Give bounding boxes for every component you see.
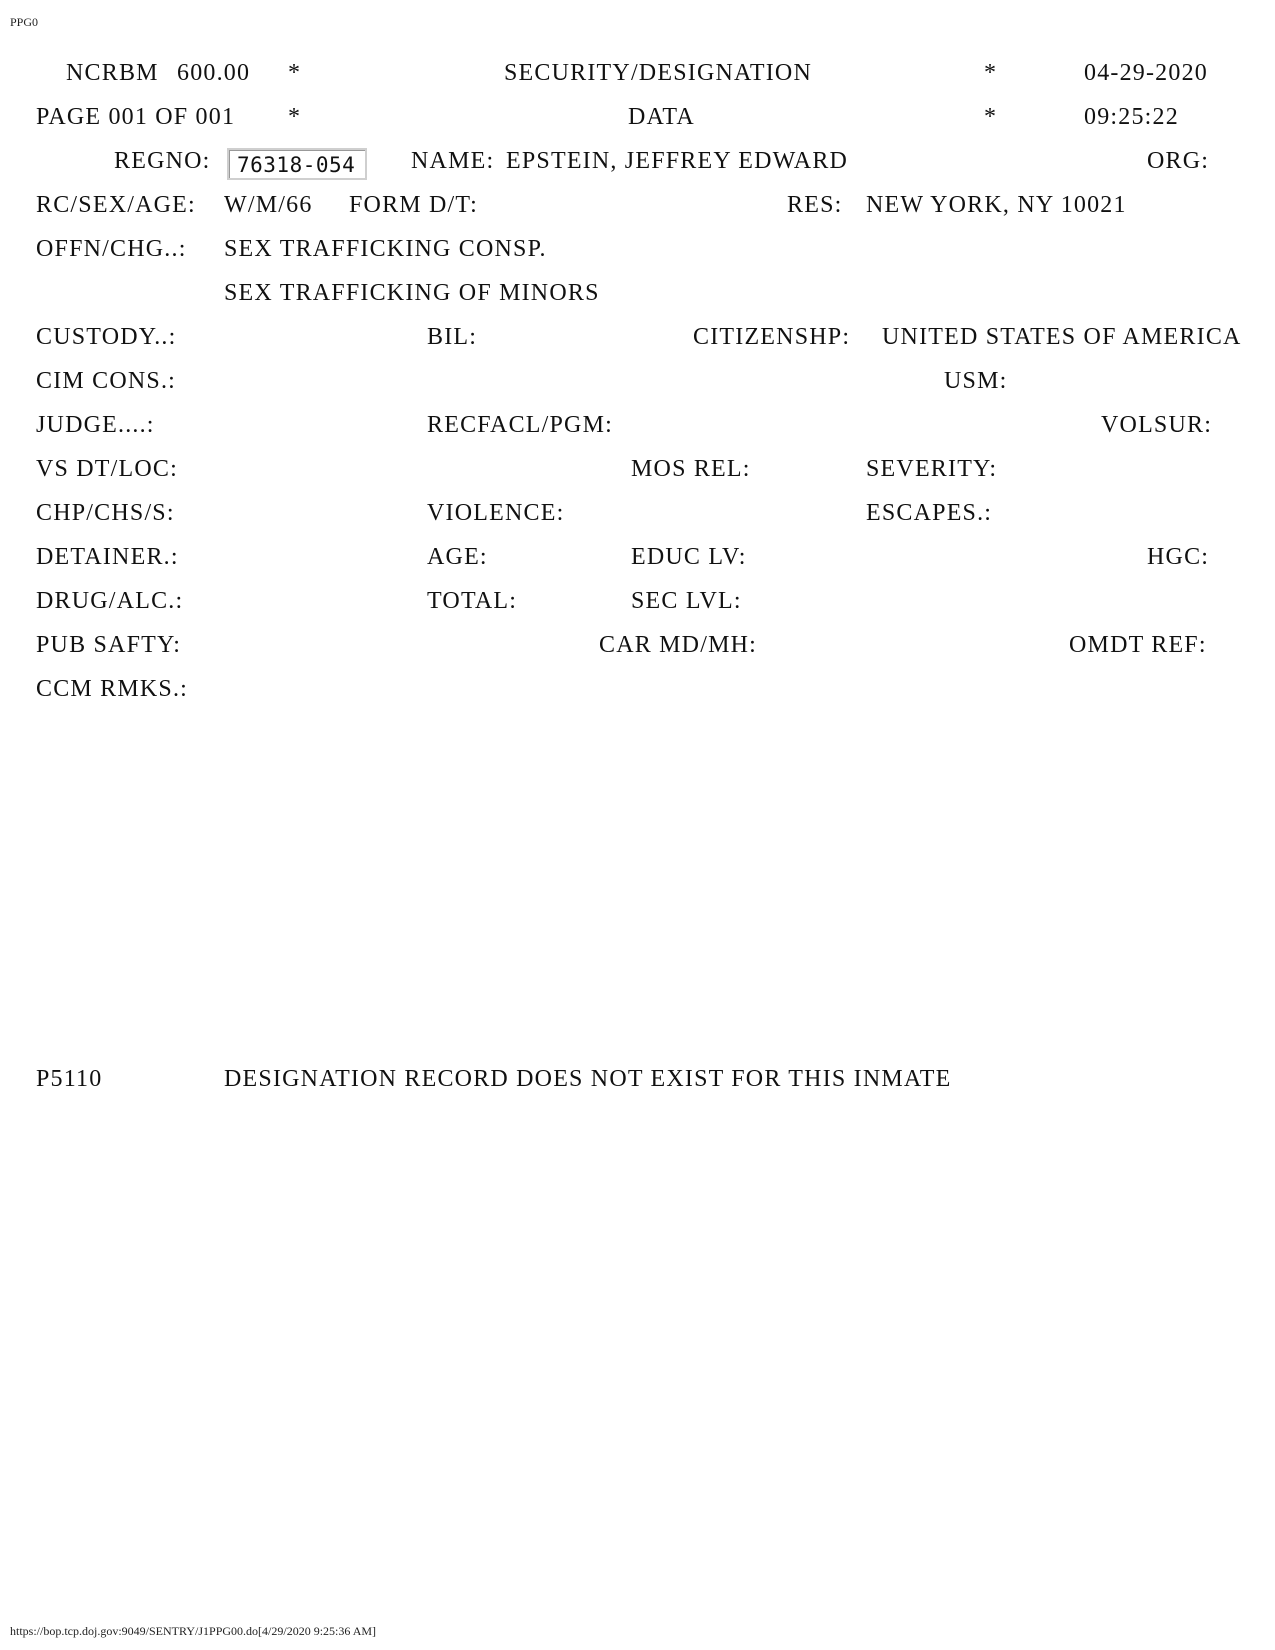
offense-value: SEX TRAFFICKING OF MINORS (224, 280, 600, 306)
cimcons-label: CIM CONS.: (36, 368, 177, 394)
citizenship-label: CITIZENSHP: (693, 324, 851, 350)
judge-label: JUDGE....: (36, 412, 155, 438)
screen-title-line1: SECURITY/DESIGNATION (504, 60, 812, 86)
screen-time: 09:25:22 (1084, 104, 1179, 130)
violence-label: VIOLENCE: (427, 500, 565, 526)
drug-label: DRUG/ALC.: (36, 588, 184, 614)
bil-label: BIL: (427, 324, 478, 350)
rcsexage-label: RC/SEX/AGE: (36, 192, 196, 218)
pubsafty-label: PUB SAFTY: (36, 632, 182, 658)
header-asterisk: * (288, 60, 302, 86)
screen-title-line2: DATA (628, 104, 695, 130)
header-asterisk: * (984, 60, 998, 86)
screen-date: 04-29-2020 (1084, 60, 1208, 86)
vsdt-label: VS DT/LOC: (36, 456, 179, 482)
recfacl-label: RECFACL/PGM: (427, 412, 613, 438)
status-message: DESIGNATION RECORD DOES NOT EXIST FOR THIS INMATE (224, 1066, 952, 1092)
hgc-label: HGC: (1147, 544, 1210, 570)
severity-label: SEVERITY: (866, 456, 998, 482)
message-code: P5110 (36, 1066, 103, 1092)
usm-label: USM: (944, 368, 1008, 394)
age-label: AGE: (427, 544, 488, 570)
program-version: 600.00 (177, 60, 251, 86)
total-label: TOTAL: (427, 588, 518, 614)
res-value: NEW YORK, NY 10021 (866, 192, 1127, 218)
res-label: RES: (787, 192, 843, 218)
citizenship-value: UNITED STATES OF AMERICA (882, 324, 1242, 350)
formdt-label: FORM D/T: (349, 192, 478, 218)
educlv-label: EDUC LV: (631, 544, 747, 570)
mosrel-label: MOS REL: (631, 456, 751, 482)
header-asterisk: * (288, 104, 302, 130)
header-asterisk: * (984, 104, 998, 130)
carmd-label: CAR MD/MH: (599, 632, 758, 658)
offense-label: OFFN/CHG..: (36, 236, 187, 262)
org-label: ORG: (1147, 148, 1210, 174)
regno-label: REGNO: (114, 148, 211, 174)
program-name: NCRBM (66, 60, 159, 86)
offense-value: SEX TRAFFICKING CONSP. (224, 236, 547, 262)
name-value: EPSTEIN, JEFFREY EDWARD (506, 148, 849, 174)
seclvl-label: SEC LVL: (631, 588, 742, 614)
regno-input[interactable]: 76318-054 (227, 148, 367, 180)
detainer-label: DETAINER.: (36, 544, 179, 570)
rcsexage-value: W/M/66 (224, 192, 313, 218)
page-indicator: PAGE 001 OF 001 (36, 104, 236, 130)
name-label: NAME: (411, 148, 495, 174)
page-tag: PPG0 (10, 15, 39, 29)
ccm-label: CCM RMKS.: (36, 676, 189, 702)
omdt-label: OMDT REF: (1069, 632, 1207, 658)
footer-url: https://bop.tcp.doj.gov:9049/SENTRY/J1PPG00.do[4/29/2020 9:25:36 AM] (10, 1624, 377, 1638)
volsur-label: VOLSUR: (1101, 412, 1213, 438)
chp-label: CHP/CHS/S: (36, 500, 175, 526)
escapes-label: ESCAPES.: (866, 500, 993, 526)
custody-label: CUSTODY..: (36, 324, 177, 350)
